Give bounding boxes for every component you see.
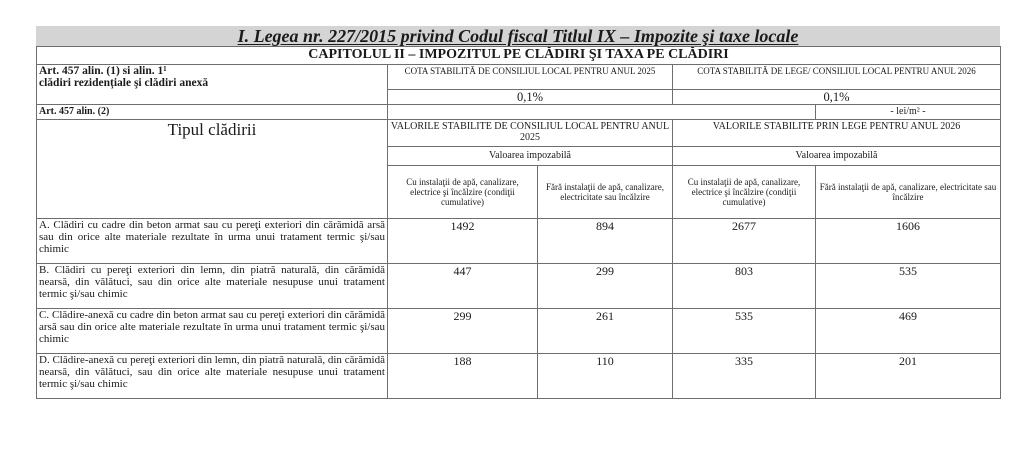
- category-d-2026-with: 335: [673, 354, 816, 399]
- cota-2025-value: 0,1%: [388, 90, 673, 105]
- blank-cell: [388, 105, 816, 120]
- col-2026-with-installations: Cu instalaţii de apă, canalizare, electrice şi încălzire (condiţii cumulative): [673, 166, 816, 219]
- category-a-2026-with: 2677: [673, 219, 816, 264]
- category-c-2025-without: 261: [538, 309, 673, 354]
- table-row: [37, 309, 1001, 354]
- art457-2-label: Art. 457 alin. (2): [37, 105, 388, 120]
- art457-1-label: [37, 65, 388, 105]
- category-c-2025-with: 299: [388, 309, 538, 354]
- values-2026-header: VALORILE STABILITE PRIN LEGE PENTRU ANUL 2026: [673, 120, 1001, 147]
- chapter-row: [37, 47, 1001, 65]
- col-2026-without-installations: Fără instalaţii de apă, canalizare, electricitate sau încălzire: [816, 166, 1001, 219]
- chapter-title: CAPITOLUL II – IMPOZITUL PE CLĂDIRI ŞI TAXA PE CLĂDIRI: [37, 47, 1001, 65]
- art457-1-label-line2: clădiri rezidențiale şi clădiri anexă: [39, 77, 209, 89]
- art457-2-row: [37, 105, 1001, 120]
- category-c-2026-with: 535: [673, 309, 816, 354]
- cota-2025-header: COTA STABILITĂ DE CONSILIUL LOCAL PENTRU ANUL 2025: [388, 65, 673, 90]
- table-row: [37, 264, 1001, 309]
- category-c-label: C. Clădire-anexă cu cadre din beton armat sau cu pereţi exteriori din cărămidă arsă sau din orice alte materiale rezultate în urma unui tratament termic şi/sau chimic: [37, 309, 388, 354]
- category-d-2026-without: 201: [816, 354, 1001, 399]
- values-header-row: [37, 120, 1001, 147]
- category-d-2025-with: 188: [388, 354, 538, 399]
- taxable-value-2026: Valoarea impozabilă: [673, 147, 1001, 166]
- col-2025-without-installations: Fără instalaţii de apă, canalizare, electricitate sau încălzire: [538, 166, 673, 219]
- col-2025-with-installations: Cu instalaţii de apă, canalizare, electrice şi încălzire (condiţii cumulative): [388, 166, 538, 219]
- tax-table: [36, 46, 1001, 399]
- art457-1-header-row: [37, 65, 1001, 90]
- art457-1-label-line1: Art. 457 alin. (1) si alin. 1¹: [39, 65, 167, 77]
- category-a-2025-with: 1492: [388, 219, 538, 264]
- category-b-2025-with: 447: [388, 264, 538, 309]
- category-b-2026-without: 535: [816, 264, 1001, 309]
- cota-2026-value: 0,1%: [673, 90, 1001, 105]
- values-2025-header: VALORILE STABILITE DE CONSILIUL LOCAL PENTRU ANUL 2025: [388, 120, 673, 147]
- category-d-2025-without: 110: [538, 354, 673, 399]
- category-a-2025-without: 894: [538, 219, 673, 264]
- category-a-label: A. Clădiri cu cadre din beton armat sau cu pereţi exteriori din cărămidă arsă sau din orice alte materiale rezultate în urma unui tratament termic şi/sau chimic: [37, 219, 388, 264]
- category-a-2026-without: 1606: [816, 219, 1001, 264]
- category-b-label: B. Clădiri cu pereţi exteriori din lemn, din piatră naturală, din cărămidă nearsă, din vălătuci, sau din orice alte materiale nesupuse unui tratament termic şi/sau chimic: [37, 264, 388, 309]
- building-type-header: Tipul clădirii: [37, 120, 388, 219]
- unit-label: - lei/m² -: [816, 105, 1001, 120]
- table-row: [37, 219, 1001, 264]
- cota-2026-header: COTA STABILITĂ DE LEGE/ CONSILIUL LOCAL PENTRU ANUL 2026: [673, 65, 1001, 90]
- category-b-2026-with: 803: [673, 264, 816, 309]
- category-c-2026-without: 469: [816, 309, 1001, 354]
- document-title: I. Legea nr. 227/2015 privind Codul fiscal Titlul IX – Impozite şi taxe locale: [36, 26, 1000, 46]
- taxable-value-2025: Valoarea impozabilă: [388, 147, 673, 166]
- category-d-label: D. Clădire-anexă cu pereţi exteriori din lemn, din piatră naturală, din cărămidă nearsă, din vălătuci, sau din orice alte materiale nesupuse unui tratament termic şi/sau chimic: [37, 354, 388, 399]
- category-b-2025-without: 299: [538, 264, 673, 309]
- table-row: [37, 354, 1001, 399]
